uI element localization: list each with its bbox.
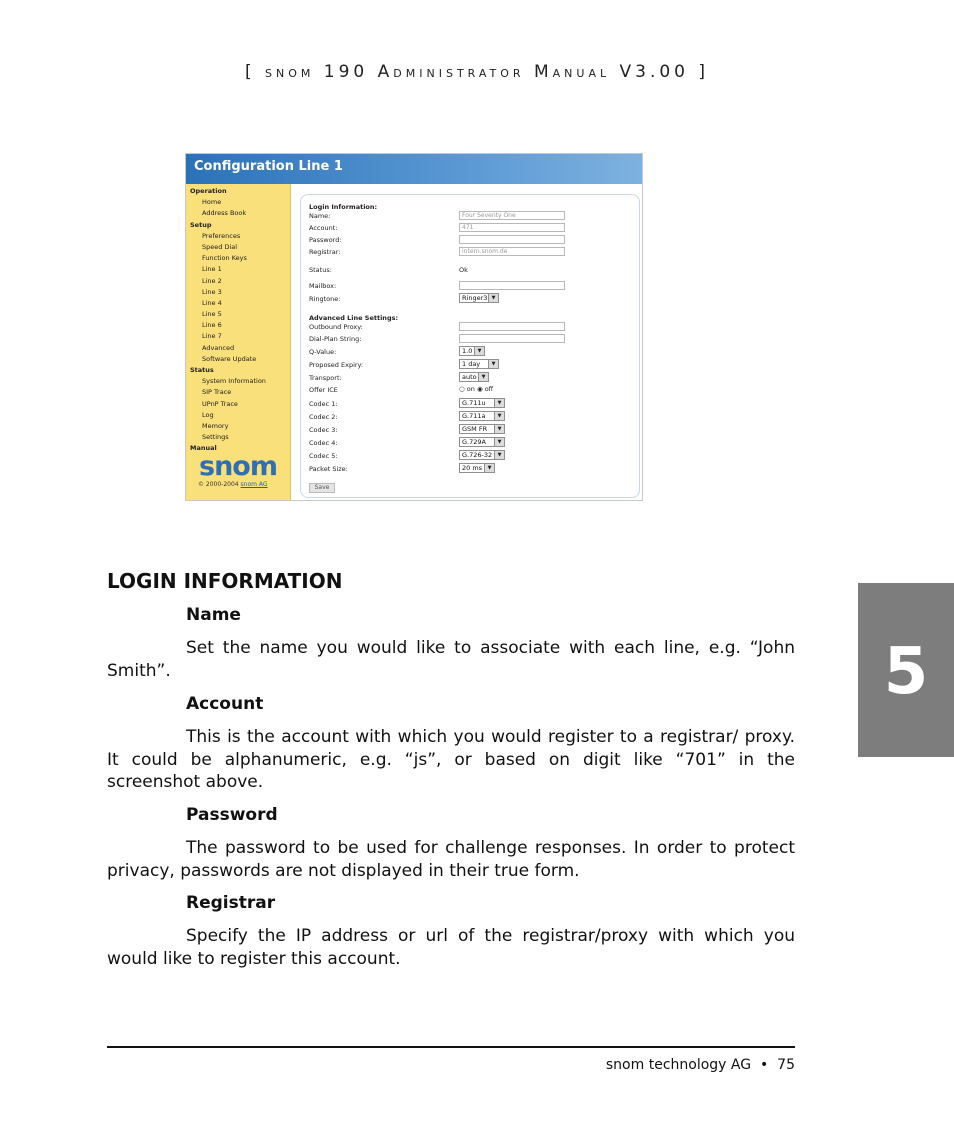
sidebar-section-heading: Setup <box>190 220 212 229</box>
status-value: Ok <box>459 266 468 274</box>
name-heading: Name <box>186 605 241 625</box>
sidebar-item[interactable]: System Information <box>202 377 266 386</box>
sidebar-menu <box>186 186 291 455</box>
account-heading: Account <box>186 694 264 714</box>
codec1-select[interactable]: G.711u ▼ <box>459 398 505 408</box>
proposed-expiry-label: Proposed Expiry: <box>309 361 364 369</box>
sidebar-item[interactable]: Line 4 <box>202 298 222 307</box>
footer-company: snom technology AG <box>605 1057 752 1073</box>
name-paragraph: Set the name you would like to associate with each line, e.g. “John Smith”. <box>107 638 795 681</box>
footer-bullet: • <box>760 1057 769 1073</box>
password-label: Password: <box>309 236 342 244</box>
chevron-down-icon: ▼ <box>478 373 488 381</box>
registrar-paragraph: Specify the IP address or url of the registrar/proxy with which you would like to register this account. <box>107 926 795 969</box>
mailbox-field[interactable] <box>459 281 565 290</box>
name-field[interactable]: Four Seventy One <box>459 211 565 220</box>
snom-logo: snom <box>199 451 277 482</box>
sidebar-item[interactable]: Home <box>202 198 222 207</box>
codec1-label: Codec 1: <box>309 400 338 408</box>
password-paragraph: The password to be used for challenge responses. In order to protect privacy, passwords are not displayed in their true form. <box>107 838 795 881</box>
proposed-expiry-select[interactable]: 1 day ▼ <box>459 359 499 369</box>
screenshot-title-bar <box>186 154 643 184</box>
copyright-link[interactable]: snom AG <box>240 481 268 488</box>
settings-panel <box>300 194 640 498</box>
sidebar-section-heading: Manual <box>190 444 217 453</box>
sidebar-item[interactable]: Line 5 <box>202 310 222 319</box>
account-field[interactable]: 471 <box>459 223 565 232</box>
section-title: LOGIN INFORMATION <box>107 569 343 593</box>
header-model: 190 <box>323 62 369 82</box>
chevron-down-icon: ▼ <box>488 294 498 302</box>
chevron-down-icon: ▼ <box>474 347 484 355</box>
q-value-label: Q-Value: <box>309 348 337 356</box>
sidebar-item[interactable]: Memory <box>202 421 229 430</box>
ringtone-label: Ringtone: <box>309 295 341 303</box>
offer-ice-label: Offer ICE <box>309 386 338 394</box>
codec4-select[interactable]: G.729A ▼ <box>459 437 505 447</box>
chevron-down-icon: ▼ <box>484 464 494 472</box>
packet-size-label: Packet Size: <box>309 465 348 473</box>
screenshot-title: Configuration Line 1 <box>194 159 343 174</box>
password-heading: Password <box>186 805 278 825</box>
chevron-down-icon: ▼ <box>494 425 504 433</box>
header-bracket-open: [ <box>244 62 256 82</box>
name-label: Name: <box>309 212 331 220</box>
ice-off-radio[interactable]: ◉ off <box>476 385 494 393</box>
codec3-label: Codec 3: <box>309 426 338 434</box>
codec2-select[interactable]: G.711a ▼ <box>459 411 505 421</box>
sidebar-item[interactable]: Function Keys <box>202 254 247 263</box>
sidebar-item[interactable]: Advanced <box>202 343 235 352</box>
footer-rule <box>107 1046 795 1048</box>
codec5-select[interactable]: G.726-32 ▼ <box>459 450 505 460</box>
sidebar-item[interactable]: Software Update <box>202 354 257 363</box>
sidebar-item[interactable]: Settings <box>202 433 229 442</box>
status-label: Status: <box>309 266 332 274</box>
codec4-label: Codec 4: <box>309 439 338 447</box>
chevron-down-icon: ▼ <box>494 412 504 420</box>
codec5-label: Codec 5: <box>309 452 338 460</box>
ice-on-radio[interactable]: ○ on <box>459 385 475 393</box>
header-manual: MANUAL <box>533 62 611 82</box>
sidebar-item[interactable]: UPnP Trace <box>202 399 238 408</box>
chapter-tab <box>858 583 954 757</box>
sidebar-item[interactable]: Line 3 <box>202 287 222 296</box>
password-field[interactable] <box>459 235 565 244</box>
chevron-down-icon: ▼ <box>488 360 498 368</box>
account-paragraph: This is the account with which you would register to a registrar/ proxy. It could be alphanumeric, e.g. “js”, or based on digit like “701” in the screenshot above. <box>107 727 795 792</box>
header-version: V3.00 <box>619 62 689 82</box>
sidebar-item[interactable]: Log <box>202 410 214 419</box>
q-value-select[interactable]: 1.0 ▼ <box>459 346 485 356</box>
dial-plan-field[interactable] <box>459 334 565 343</box>
page-footer <box>606 1057 795 1073</box>
transport-select[interactable]: auto ▼ <box>459 372 489 382</box>
codec2-label: Codec 2: <box>309 413 338 421</box>
header-snom: SNOM <box>265 67 315 80</box>
config-screenshot <box>185 153 643 501</box>
sidebar-item[interactable]: Line 6 <box>202 321 222 330</box>
sidebar-item[interactable]: Preferences <box>202 231 241 240</box>
chevron-down-icon: ▼ <box>494 399 504 407</box>
transport-label: Transport: <box>309 374 342 382</box>
dial-plan-label: Dial-Plan String: <box>309 335 362 343</box>
sidebar-item[interactable]: Speed Dial <box>202 242 238 251</box>
sidebar-item[interactable]: Line 7 <box>202 332 222 341</box>
login-info-heading: Login Information: <box>309 203 378 211</box>
advanced-settings-heading: Advanced Line Settings: <box>309 314 399 322</box>
chevron-down-icon: ▼ <box>494 438 504 446</box>
packet-size-select[interactable]: 20 ms ▼ <box>459 463 495 473</box>
mailbox-label: Mailbox: <box>309 282 337 290</box>
header-bracket-close: ] <box>698 62 710 82</box>
registrar-label: Registrar: <box>309 248 341 256</box>
header-administrator: ADMINISTRATOR <box>377 62 525 82</box>
registrar-heading: Registrar <box>186 893 276 913</box>
sidebar-item[interactable]: Line 2 <box>202 276 222 285</box>
chevron-down-icon: ▼ <box>494 451 504 459</box>
codec3-select[interactable]: GSM FR ▼ <box>459 424 505 434</box>
ringtone-select[interactable]: Ringer3 ▼ <box>459 293 499 303</box>
screenshot-sidebar <box>186 184 291 501</box>
sidebar-item[interactable]: SIP Trace <box>202 388 232 397</box>
page-number: 75 <box>777 1057 795 1073</box>
sidebar-section-heading: Operation <box>190 187 227 195</box>
running-header <box>0 62 954 82</box>
outbound-proxy-field[interactable] <box>459 322 565 331</box>
account-label: Account: <box>309 224 338 232</box>
save-button[interactable]: Save <box>309 483 335 493</box>
offer-ice-radio-group <box>459 385 493 393</box>
chapter-number: 5 <box>883 635 929 709</box>
registrar-field[interactable]: intern.snom.de <box>459 247 565 256</box>
sidebar-section-heading: Status <box>190 366 214 374</box>
copyright-notice: © 2000-2004 snom AG <box>198 481 268 488</box>
outbound-proxy-label: Outbound Proxy: <box>309 323 363 331</box>
sidebar-item[interactable]: Address Book <box>202 209 247 218</box>
sidebar-item[interactable]: Line 1 <box>202 265 222 274</box>
